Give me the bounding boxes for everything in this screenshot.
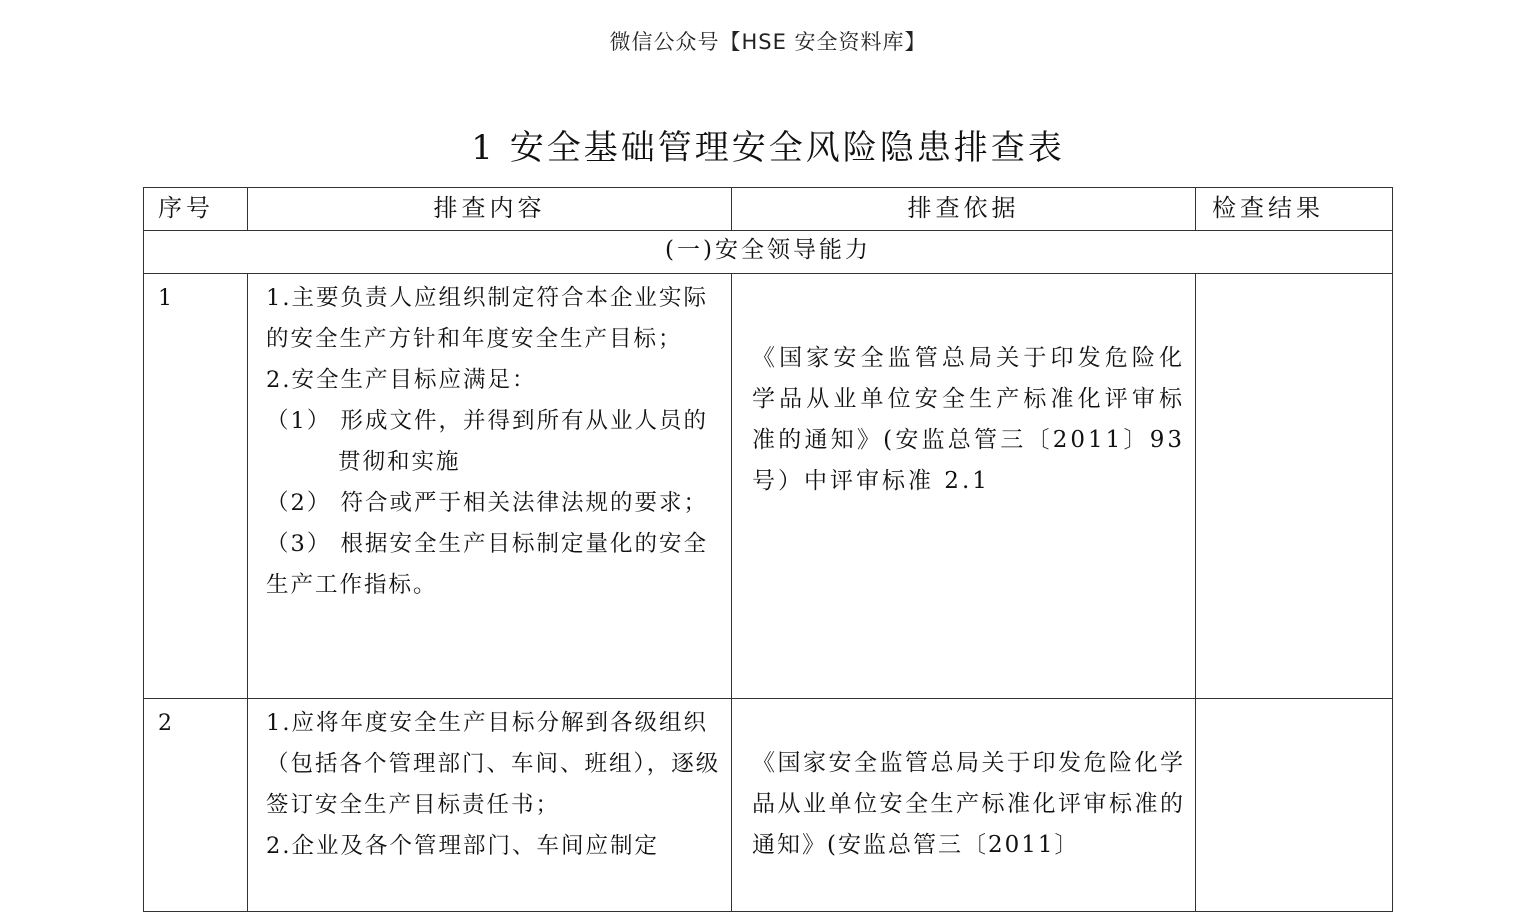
content-line: 2.企业及各个管理部门、车间应制定 [266, 833, 659, 859]
table-row [144, 699, 1393, 912]
row-content [248, 699, 732, 912]
content-sub-item: （1） 形成文件，并得到所有从业人员的贯彻和实施 [266, 408, 708, 475]
content-sub-item: （3） 根据安全生产目标制定量化的安全生产工作指标。 [266, 531, 708, 598]
section-title: (一)安全领导能力 [144, 231, 1393, 274]
content-sub-item: （2） 符合或严于相关法律法规的要求； [266, 490, 708, 516]
column-header-basis: 排查依据 [732, 188, 1196, 231]
basis-text: 《国家安全监管总局关于印发危险化学品从业单位安全生产标准化评审标准的通知》(安监总管三〔2011〕 [752, 750, 1185, 858]
row-basis [732, 274, 1211, 699]
basis-text: 《国家安全监管总局关于印发危险化学品从业单位安全生产标准化评审标准的通知》(安监总管三〔2011〕93 号）中评审标准 2.1 [752, 345, 1211, 494]
content-line: 1.主要负责人应组织制定符合本企业实际的安全生产方针和年度安全生产目标； [266, 285, 708, 352]
row-result-cell[interactable] [1196, 274, 1393, 699]
table-header-row [144, 188, 1393, 231]
row-content [248, 274, 732, 699]
column-header-content: 排查内容 [248, 188, 732, 231]
page-title: 1 安全基础管理安全风险隐患排查表 [471, 128, 1065, 168]
row-seq: 2 [144, 699, 248, 912]
table-row [144, 274, 1393, 699]
content-line: 2.安全生产目标应满足： [266, 367, 537, 393]
content-line: 1.应将年度安全生产目标分解到各级组织（包括各个管理部门、车间、班组），逐级签订安全生产目标责任书； [266, 710, 721, 818]
row-result-cell[interactable] [1196, 699, 1393, 912]
row-seq: 1 [144, 274, 248, 699]
column-header-result: 检查结果 [1196, 188, 1393, 231]
column-header-seq: 序号 [144, 188, 248, 231]
hazard-check-table [143, 187, 1393, 912]
row-basis [732, 699, 1196, 912]
section-row [144, 231, 1393, 274]
wechat-source-note: 微信公众号【HSE 安全资料库】 [609, 30, 927, 54]
